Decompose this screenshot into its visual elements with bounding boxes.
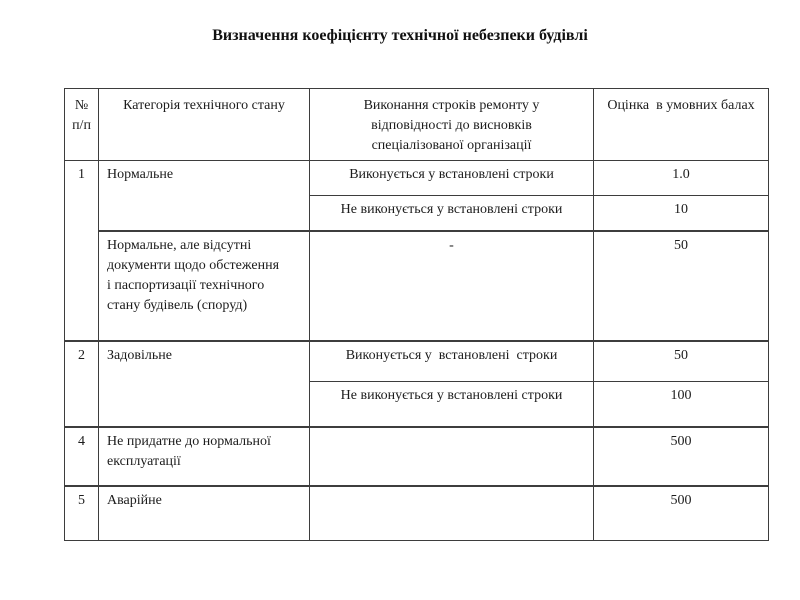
cell-r5-score: 500 [594,486,769,541]
hazard-coefficient-table [64,88,769,541]
cell-r1-category: Нормальне [99,161,310,232]
table-row [65,486,769,541]
cell-r1c-score: 50 [594,231,769,341]
cell-r2a-score: 50 [594,341,769,382]
table-row [65,341,769,382]
cell-r2b-score: 100 [594,382,769,428]
cell-r1a-score: 1.0 [594,161,769,196]
cell-r4-num: 4 [65,427,99,486]
col-header-score [594,89,769,161]
cell-r5-num: 5 [65,486,99,541]
cell-r5-execution [310,486,594,541]
cell-r1a-execution: Виконується у встановлені строки [310,161,594,196]
cell-r2-num: 2 [65,341,99,427]
cell-r4-score: 500 [594,427,769,486]
cell-r4-category: Не придатне до нормальної експлуатації [99,427,310,486]
col-header-score-label: Оцінка в умовних балах [607,98,755,113]
table-row [65,427,769,486]
col-header-num: № п/п [65,89,99,161]
cell-r1c-execution: - [310,231,594,341]
cell-r1b-execution: Не виконується у встановлені строки [310,196,594,232]
table-header-row [65,89,769,161]
cell-r2b-execution: Не виконується у встановлені строки [310,382,594,428]
cell-r1b-score: 10 [594,196,769,232]
cell-r2-category: Задовільне [99,341,310,427]
col-header-execution [310,89,594,161]
cell-r1c-category: Нормальне, але відсутні документи щодо обстеження і паспортизації технічного стану будівель (споруд) [99,231,310,341]
col-header-execution-label: Виконання строків ремонту у відповідності до висновків спеціалізованої організації [363,98,540,153]
cell-r4-execution [310,427,594,486]
cell-r1-num: 1 [65,161,99,342]
cell-r2a-execution: Виконується у встановлені строки [310,341,594,382]
table-row [65,161,769,196]
page-title: Визначення коефіцієнту технічної небезпеки будівлі [212,27,588,44]
col-header-category: Категорія технічного стану [99,89,310,161]
table-row [65,231,769,341]
cell-r5-category: Аварійне [99,486,310,541]
